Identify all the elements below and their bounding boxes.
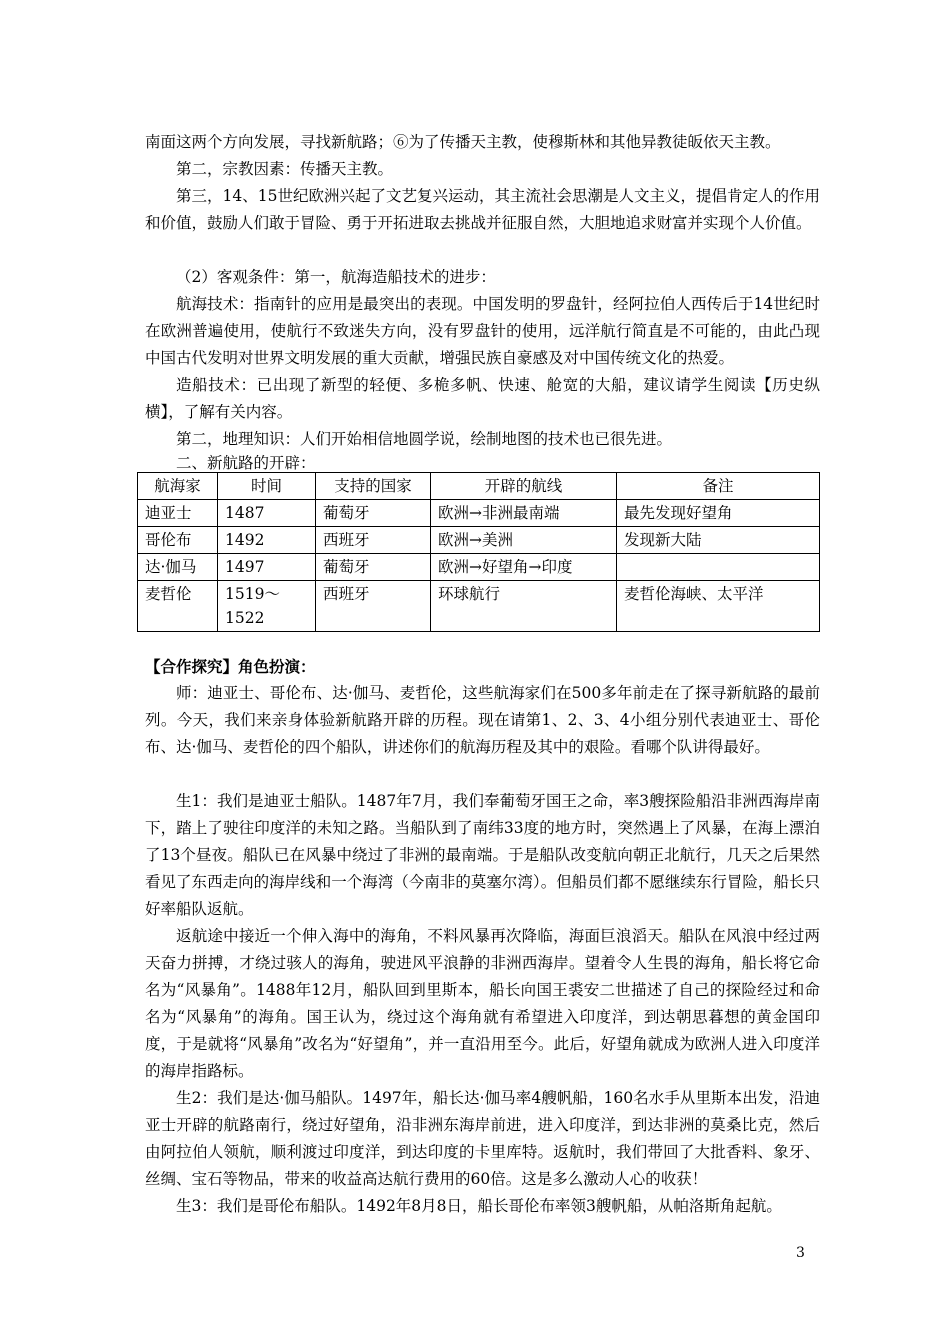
table-cell: 1497: [218, 554, 316, 581]
table-header-row: [138, 473, 820, 500]
table-cell: [617, 554, 820, 581]
paragraph: 返航途中接近一个伸入海中的海角，不料风暴再次降临，海面巨浪滔天。船队在风浪中经过两天奋力拼搏，才绕过骇人的海角，驶进风平浪静的非洲西海岸。望着令人生畏的海角，船长将它命名为“风暴角”。1488年12月，船队回到里斯本，船长向国王裘安二世描述了自己的探险经过和命名为“风暴角”的海角。国王认为，绕过这个海角就有希望进入印度洋，到达朝思暮想的黄金国印度，于是就将“风暴角”改名为“好望角”，并一直沿用至今。此后，好望角就成为欧洲人进入印度洋的海岸指路标。: [145, 927, 820, 1080]
paragraph: 南面这两个方向发展，寻找新航路；⑥为了传播天主教，使穆斯林和其他异教徒皈依天主教。: [145, 133, 781, 151]
table-cell: 葡萄牙: [316, 500, 431, 527]
table-cell: 西班牙: [316, 527, 431, 554]
paragraph: 第二，宗教因素：传播天主教。: [176, 160, 394, 178]
table-cell: 葡萄牙: [316, 554, 431, 581]
paragraph: （2）客观条件：第一，航海造船技术的进步：: [176, 268, 496, 286]
paragraph: 造船技术：已出现了新型的轻便、多桅多帆、快速、舱宽的大船，建议请学生阅读【历史纵横】，了解有关内容。: [145, 376, 820, 421]
paragraph: 生1：我们是迪亚士船队。1487年7月，我们奉葡萄牙国王之命，率3艘探险船沿非洲西海岸南下，踏上了驶往印度洋的未知之路。当船队到了南纬33度的地方时，突然遇上了风暴，在海上漂泊了13个昼夜。船队已在风暴中绕过了非洲的最南端。于是船队改变航向朝正北航行，几天之后果然看见了东西走向的海岸线和一个海湾（今南非的莫塞尔湾）。但船员们都不愿继续东行冒险，船长只好率船队返航。: [145, 792, 820, 918]
section-title: 二、新航路的开辟：: [176, 454, 316, 472]
navigators-table: [137, 472, 820, 632]
paragraph: 第三，14、15世纪欧洲兴起了文艺复兴运动，其主流社会思潮是人文主义，提倡肯定人的作用和价值，鼓励人们敢于冒险、勇于开拓进取去挑战并征服自然，大胆地追求财富并实现个人价值。: [145, 187, 820, 232]
table-row: [138, 500, 820, 527]
paragraph: 师：迪亚士、哥伦布、达·伽马、麦哲伦，这些航海家们在500多年前走在了探寻新航路的最前列。今天，我们来亲身体验新航路开辟的历程。现在请第1、2、3、4小组分别代表迪亚士、哥伦布、达·伽马、麦哲伦的四个船队，讲述你们的航海历程及其中的艰险。看哪个队讲得最好。: [145, 684, 820, 756]
table-header: 开辟的航线: [431, 473, 617, 500]
paragraph: 航海技术：指南针的应用是最突出的表现。中国发明的罗盘针，经阿拉伯人西传后于14世纪时在欧洲普遍使用，使航行不致迷失方向，没有罗盘针的使用，远洋航行简直是不可能的，由此凸现中国古代发明对世界文明发展的重大贡献，增强民族自豪感及对中国传统文化的热爱。: [145, 295, 820, 367]
table-cell: 麦哲伦海峡、太平洋: [617, 581, 820, 632]
table-cell: 迪亚士: [138, 500, 218, 527]
table-cell: 欧洲→非洲最南端: [431, 500, 617, 527]
table-cell: 发现新大陆: [617, 527, 820, 554]
table-header: 时间: [218, 473, 316, 500]
paragraph: 生2：我们是达·伽马船队。1497年，船长达·伽马率4艘帆船，160名水手从里斯本出发，沿迪亚士开辟的航路南行，绕过好望角，沿非洲东海岸前进，进入印度洋，到达非洲的莫桑比克，然后由阿拉伯人领航，顺利渡过印度洋，到达印度的卡里库特。返航时，我们带回了大批香料、象牙、丝绸、宝石等物品，带来的收益高达航行费用的60倍。这是多么激动人心的收获！: [145, 1089, 820, 1188]
table-row: [138, 554, 820, 581]
section-heading: 【合作探究】角色扮演：: [145, 657, 316, 676]
table-row: [138, 527, 820, 554]
table-cell: 达·伽马: [138, 554, 218, 581]
table-cell: 最先发现好望角: [617, 500, 820, 527]
table-header: 备注: [617, 473, 820, 500]
paragraph: 生3：我们是哥伦布船队。1492年8月8日，船长哥伦布率领3艘帆船，从帕洛斯角起航。: [176, 1197, 782, 1215]
paragraph: 第二，地理知识：人们开始相信地圆学说，绘制地图的技术也已很先进。: [176, 430, 673, 448]
table-cell: 哥伦布: [138, 527, 218, 554]
table-cell: 欧洲→好望角→印度: [431, 554, 617, 581]
table-cell: 欧洲→美洲: [431, 527, 617, 554]
table-cell: 麦哲伦: [138, 581, 218, 632]
table-header: 支持的国家: [316, 473, 431, 500]
table-cell: 1487: [218, 500, 316, 527]
page-number: 3: [796, 1245, 805, 1261]
table-cell: 西班牙: [316, 581, 431, 632]
table-cell: 1492: [218, 527, 316, 554]
table-cell: 1519～1522: [218, 581, 316, 632]
table-cell: 环球航行: [431, 581, 617, 632]
table-header: 航海家: [138, 473, 218, 500]
table-row: [138, 581, 820, 632]
